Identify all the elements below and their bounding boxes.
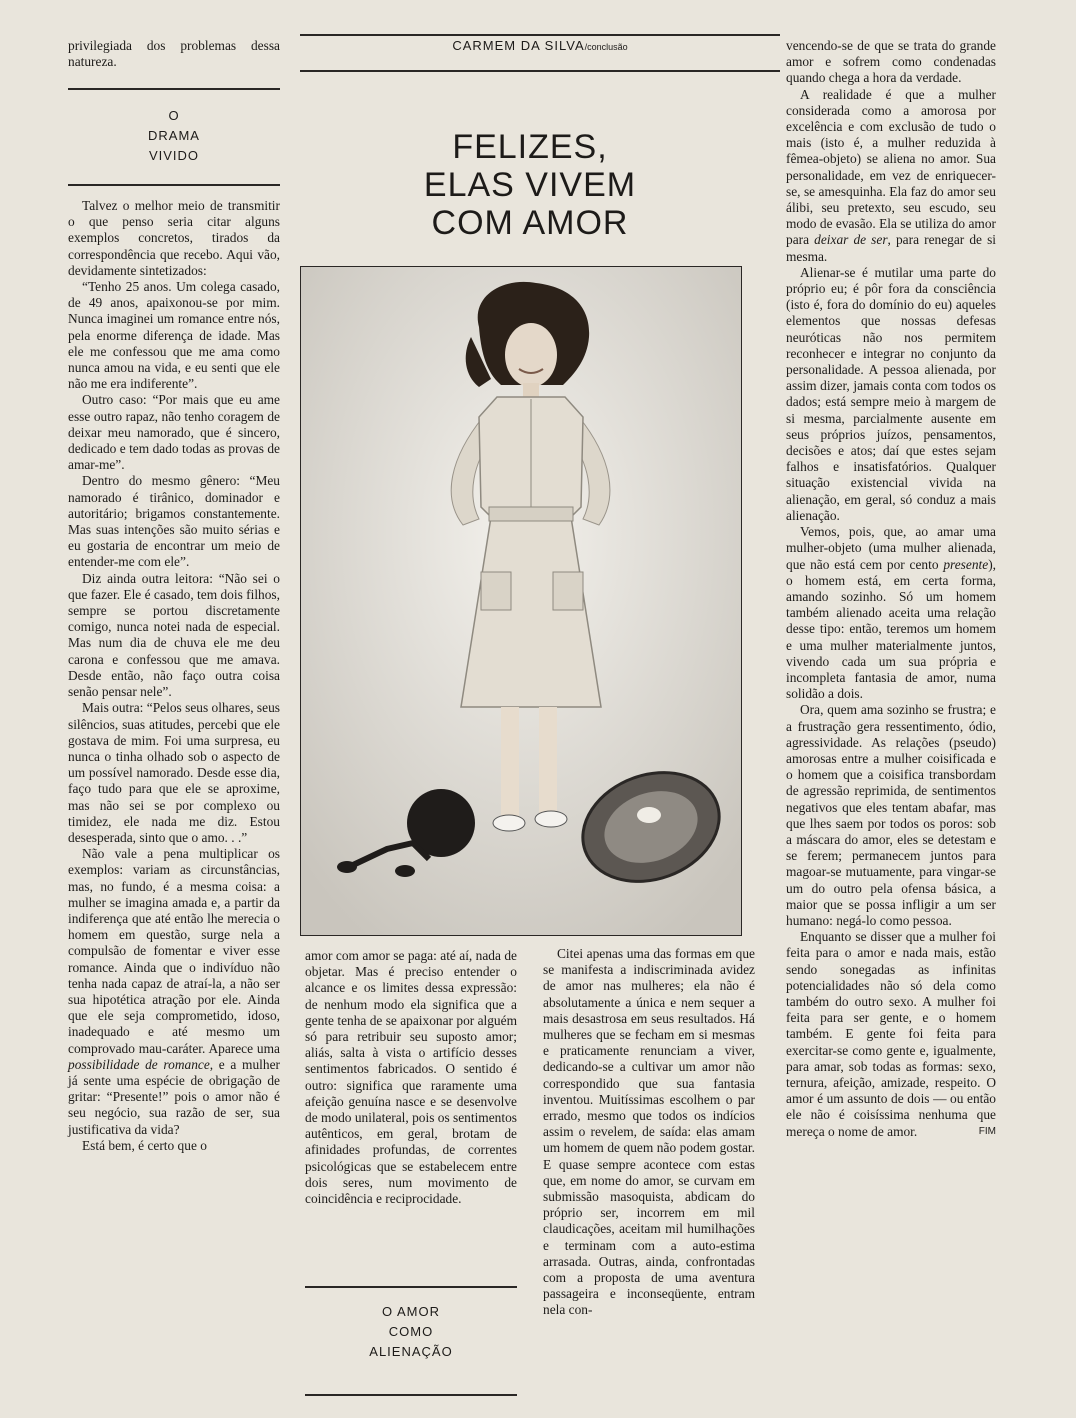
header-top-rule bbox=[300, 34, 780, 36]
col1-mid-rule bbox=[68, 184, 280, 186]
column-3 bbox=[543, 946, 755, 1319]
photo-woman-ball-and-chain bbox=[300, 266, 742, 936]
byline: CARMEM DA SILVA/conclusão bbox=[452, 38, 628, 53]
paragraph: Alienar-se é mutilar uma parte do próprio eu; é pôr fora da consciência (isto é, fora do domínio do eu) aqueles elementos que nossas defesas neuróticas não nos permitem reconhecer e integrar no conjunto da personalidade. A pessoa alienada, por assim dizer, jamais conta com todos os dados; está sempre meio à margem de si mesma, parcialmente ausente em seus próprios juízos, pensamentos, decisões e atos; daí que estes sejam falhos e insatisfatórios. Qualquer situação existencial vivida na alienação, em geral, só conduz a mais alienação. bbox=[786, 264, 996, 523]
paragraph: Talvez o melhor meio de transmitir o que penso seria citar alguns exemplos concretos, tirados da correspondência que recebo. Aqui vão, devidamente sintetizados: bbox=[68, 198, 280, 278]
paragraph: Não vale a pena multiplicar os exemplos: variam as circunstâncias, mas, no fundo, é a mesma coisa: a mulher se imagina amada e, a partir da indiferença que até então lhe merecia o homem em questão, surge nela a compulsão de fomentar e viver esse romance. Ainda que o indivíduo não tenha nada capaz de atraí-la, a não ser sua hipotética atração por ele. Ainda que ele seja comprometido, idoso, inadequado e até mesmo um comprovado mau-caráter. Aparece uma possibilidade de romance, e a mulher já sente uma espécie de obrigação de gritar: “Presente!” pois o amor não é seu negócio, sua razão de ser, sua justificativa da vida? bbox=[68, 846, 280, 1137]
paragraph: Vemos, pois, que, ao amar uma mulher-objeto (uma mulher alienada, que não está cem por cento presente), o homem está, em certa forma, amando sozinho. Só um homem também alienado aceita uma relação desse tipo: então, teremos um homem e uma mulher materialmente juntos, vivendo cada um sua própria e incompleta fantasia de amor, numa solidão a dois. bbox=[786, 524, 996, 702]
headline: FELIZES, ELAS VIVEM COM AMOR bbox=[423, 128, 637, 242]
subhead-drama-vivido: O DRAMA VIVIDO bbox=[148, 108, 200, 163]
column-4 bbox=[786, 38, 996, 1140]
col1-top-rule bbox=[68, 88, 280, 90]
col1-intro: privilegiada dos problemas dessa natureza. bbox=[68, 38, 280, 70]
header-bottom-rule bbox=[300, 70, 780, 72]
paragraph: Diz ainda outra leitora: “Não sei o que fazer. Ele é casado, tem dois filhos, sempre se portou discretamente comigo, nunca notei nada de especial. Mas num dia de chuva ele me deu carona e confessou que me amava. Desde então, não faço outra coisa senão pensar nele”. bbox=[68, 570, 280, 700]
col2-rule-top bbox=[305, 1286, 517, 1288]
paragraph: Outro caso: “Por mais que eu ame esse outro rapaz, não tenho coragem de deixar meu namorado, que é sincero, dedicado e tem dado todas as provas de amar-me”. bbox=[68, 392, 280, 473]
column-2 bbox=[305, 948, 517, 1207]
column-1-body bbox=[68, 198, 280, 1154]
subhead-amor-como-alienacao: O AMOR COMO ALIENAÇÃO bbox=[369, 1304, 453, 1359]
paragraph: Ora, quem ama sozinho se frustra; e a frustração gera ressentimento, ódio, agressividade. As relações (pseudo) amorosas entre a mulher coisificada e o homem que a coisifica transbordam de agressão reprimida, de sentimentos negativos que eles tentam abafar, mas que lhes saem por todos os poros: sob a máscara do amor, eles se detestam e se ferem; permanecem juntos para magoar-se mutuamente, para vingar-se um do outro pela ofensa básica, a maior que se possa infligir a um ser humano: negá-lo como pessoa. bbox=[786, 702, 996, 928]
column-1 bbox=[68, 38, 280, 70]
paragraph: vencendo-se de que se trata do grande amor e sofrem como condenadas quando chega a hora da verdade. bbox=[786, 38, 996, 86]
paragraph: amor com amor se paga: até aí, nada de objetar. Mas é preciso entender o alcance e os limites dessa expressão: de nenhum modo ela significa que a gente tenha de se apaixonar por alguém só para retribuir seu suposto amor; aliás, salta à vista o artifício desses sentimentos fabricados. O sentido é outro: significa que raramente uma afeição genuína nasce e se desenvolve de modo unilateral, pois os sentimentos autênticos, em geral, brotam de afinidades profundas, de correntes psicológicas que se estabelecem entre dois seres, num movimento de coincidência e reciprocidade. bbox=[305, 948, 517, 1207]
end-mark: FIM bbox=[978, 1125, 996, 1137]
paragraph: A realidade é que a mulher considerada como a amorosa por excelência e com exclusão de tudo o mais (isto é, a mulher reduzida à fêmea-objeto) se aliena no amor. Sua personalidade, em vez de enriquecer-se, se amesquinha. Ela faz do amor seu álibi, seu pretexto, seu escudo, seu modo de evasão. Ela se utiliza do amor para deixar de ser, para renegar de si mesma. bbox=[786, 86, 997, 264]
paragraph: Está bem, é certo que o bbox=[82, 1137, 207, 1153]
paragraph: “Tenho 25 anos. Um colega casado, de 49 anos, apaixonou-se por mim. Nunca imaginei um romance entre nós, pela enorme diferença de idade. Mas ele me confessou que me ama como nunca amou na vida, e eu senti que ele não me era indiferente”. bbox=[68, 279, 280, 392]
col2-rule-bottom bbox=[305, 1394, 517, 1396]
paragraph: Enquanto se disser que a mulher foi feita para o amor e nada mais, estão sendo sonegadas as infinitas potencialidades não só dela como também do outro sexo. A mulher foi feita para ser gente, e o homem também. E gente foi feita para exercitar-se como gente e, igualmente, para amar, sob todas as formas: sexo, ternura, afeição, amizade, respeito. O amor é um assunto de dois — ou então ele não é coisíssima nenhuma que mereça o nome de amor. FIM bbox=[786, 929, 996, 1139]
paragraph: Dentro do mesmo gênero: “Meu namorado é tirânico, dominador e autoritário; brigamos constantemente. Mas suas intenções são muito sérias e eu gostaria de encontrar um meio de entender-me com ele”. bbox=[68, 473, 280, 570]
paragraph: Citei apenas uma das formas em que se manifesta a indiscriminada avidez de amor nas mulheres; ela não é absolutamente a única e nem sequer a mais desastrosa em seus resultados. Há mulheres que se fecham em si mesmas e praticamente renunciam a viver, dedicando-se a cultivar um amor não correspondido que sua fantasia inventou. Muitíssimas escolhem o par errado, mesmo que todos os indícios assim o revelem, de saída: elas amam um homem de quem não podem gostar. E quase sempre acontece com estas que, em nome do amor, se curvam em submissão masoquista, abdicam do próprio ser, incorrem em mil claudicações, aceitam mil humilhações e terminam com a auto-estima arrasada. Outras, ainda, confrontadas com a proposta de uma aventura passageira e inconseqüente, entram nela con- bbox=[543, 946, 755, 1318]
paragraph: Mais outra: “Pelos seus olhares, seus silêncios, suas atitudes, percebi que ele gostava de mim. Foi uma surpresa, eu nunca o tinha olhado sob o aspecto de um possível namorado. Desde esse dia, faço tudo para que ele se aproxime, mas não sei se por complexo ou timidez, ele nada me diz. Estou desesperada, sinto que o amo. . .” bbox=[68, 700, 280, 845]
